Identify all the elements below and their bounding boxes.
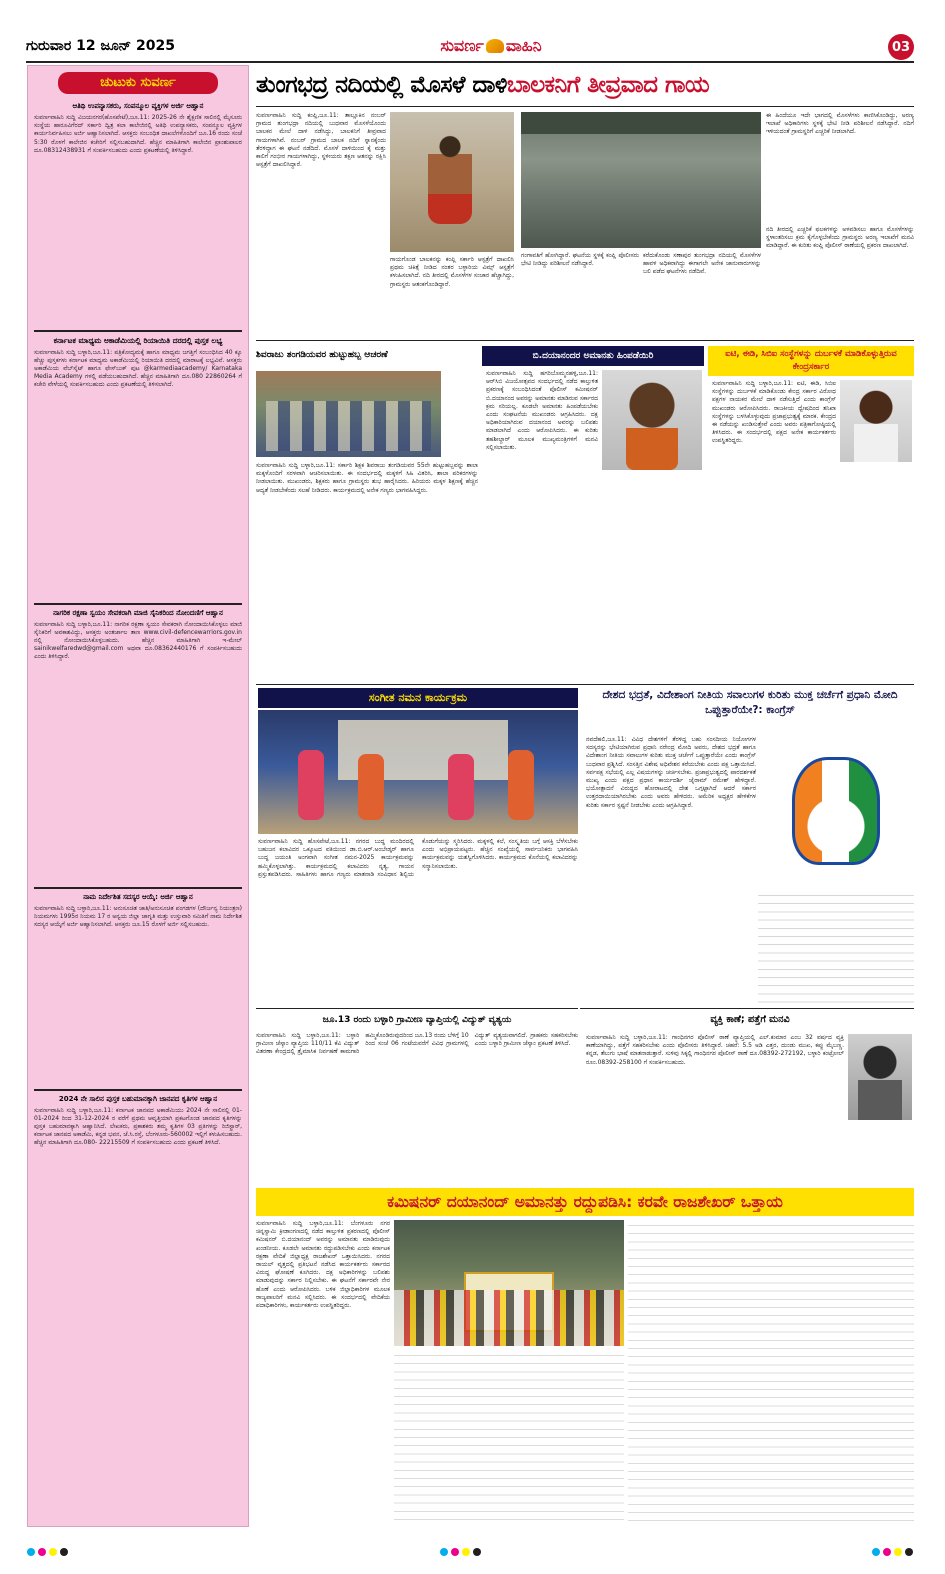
dayanand-portrait — [602, 370, 702, 470]
masthead-rule — [26, 61, 914, 63]
sangeetha-body: ಸುವರ್ಣವಾಹಿನಿ ಸುದ್ದಿ ಹೊಸಪೇಟೆ,ಜೂ.11: ನಗರದ ಬುದ್ಧ ಮಂದಿರದಲ್ಲಿ ಬಹುಜನ ಕಲಾವಿದರ ಒಕ್ಕೂಟದ ವತಿಯಿಂದ ಡಾ.ಬಿ.ಆರ್.ಅಂಬೇಡ್ಕರ್ ಹಾಗೂ ಬುದ್ಧ ಜಯಂತಿ ಅಂಗವಾಗಿ ಸಂಗೀತ ನಮನ-2025 ಕಾರ್ಯಕ್ರಮವನ್ನು ಹಮ್ಮಿಕೊಳ್ಳಲಾಗಿತ್ತು. ಕಾರ್ಯಕ್ರಮದಲ್ಲಿ ಕಲಾವಿದರು ನೃತ್ಯ, ಗಾಯನ ಪ್ರಸ್ತುತಪಡಿಸಿದರು. ಸಾಹಿತಿಗಳು ಹಾಗೂ ಗಣ್ಯರು ಮಾತನಾಡಿ ಸಂವಿಧಾನ ಶಿಲ್ಪಿಯ ಕೊಡುಗೆಯನ್ನು ಸ್ಮರಿಸಿದರು. ಮಕ್ಕಳಲ್ಲಿ ಕಲೆ, ಸಂಸ್ಕೃತಿಯ ಬಗ್ಗೆ ಆಸಕ್ತಿ ಬೆಳೆಸಬೇಕು ಎಂದು ಅಭಿಪ್ರಾಯಪಟ್ಟರು. ಹೆಚ್ಚಿನ ಸಂಖ್ಯೆಯಲ್ಲಿ ಸಾರ್ವಜನಿಕರು ಭಾಗವಹಿಸಿ ಕಾರ್ಯಕ್ರಮವನ್ನು ಯಶಸ್ವಿಗೊಳಿಸಿದರು. ಕಾರ್ಯಕ್ರಮದ ಕೊನೆಯಲ್ಲಿ ಕಲಾವಿದರನ್ನು ಸನ್ಮಾನಿಸಲಾಯಿತು. — [258, 838, 578, 878]
brief-body: ಸುವರ್ಣವಾಹಿನಿ ಸುದ್ದಿ ವಿಜಯನಗರ(ಹೊಸಪೇಟೆ),ಜೂ.11: 2025-26 ನೇ ಶೈಕ್ಷಣಿಕ ಸಾಲಿನಲ್ಲಿ ಮೈಸೂರು ಸಂಸ್ಥೆಯ ಹಾರೂವಿಗೆರದ್ ಸರ್ಕಾರಿ ದ್ವಿತ್ರ ಕಲಾ ಕಾಲೇಜಿನಲ್ಲಿ ಅತಿಥಿ ಉಪನ್ಯಾಸಕರು, ಸಂಪನ್ಮೂಲ ವ್ಯಕ್ತಿಗಳ ಕಾರ್ಯನಿರ್ವಹಿಸಲು ಅರ್ಜಿ ಆಹ್ವಾನಿಸಲಾಗಿದೆ. ಆಸಕ್ತರು ಸಂಬಂಧಿತ ದಾಖಲೆಗಳೊಂದಿಗೆ ಜೂ.16 ರಂದು ಸಂಜೆ 5:30 ರೊಳಗೆ ಕಾಲೇಜಿನ ಕಚೇರಿಗೆ ಸಲ್ಲಿಸಬಹುದಾಗಿದೆ. ಹೆಚ್ಚಿನ ಮಾಹಿತಿಗಾಗಿ ಕಾಲೇಜಿನ ಪ್ರಾಂಶುಪಾಲರ ದೂ.08312438931 ಗೆ ಸಂಪರ್ಕಿಸಬಹುದು ಎಂದು ಪ್ರಕಟಣೆಯಲ್ಲಿ ತಿಳಿಸಿದ್ದಾರೆ. — [34, 114, 242, 154]
brief-body: ಸುವರ್ಣವಾಹಿನಿ ಸುದ್ದಿ ಬಳ್ಳಾರಿ,ಜೂ.11: ನಾಗರಿಕ ರಕ್ಷಣಾ ಸ್ವಯಂ ಸೇವಕರಾಗಿ ನೋಂದಾಯಿಸಿಕೊಳ್ಳಲು ಮಾಜಿ ಸೈನಿಕರಿಗೆ ಅವಕಾಶವಿದ್ದು, ಆಸಕ್ತರು ಅಂತರ್ಜಾಲ ತಾಣ www.civil-defencewarriors.gov.in ನಲ್ಲಿ ನೋಂದಾಯಿಸಿಕೊಳ್ಳಬಹುದು. ಹೆಚ್ಚಿನ ಮಾಹಿತಿಗಾಗಿ ಇ-ಮೇಲ್ sainikwelfaredwd@gmail.com ಅಥವಾ ದೂ.08362440176 ಗೆ ಸಂಪರ್ಕಿಸಬಹುದು ಎಂದು ತಿಳಿಸಿದ್ದಾರೆ. — [34, 620, 242, 661]
magenta-dot — [883, 1548, 891, 1556]
it-ed-body: ಸುವರ್ಣವಾಹಿನಿ ಸುದ್ದಿ ಬಳ್ಳಾರಿ,ಜೂ.11: ಐಟಿ, ಈಡಿ, ಸಿಬಿಐ ಸಂಸ್ಥೆಗಳನ್ನು ದುರ್ಬಳಕೆ ಮಾಡಿಕೊಂಡು ಕೇಂದ್ರ ಸರ್ಕಾರ ವಿರೋಧ ಪಕ್ಷಗಳ ನಾಯಕರ ಮೇಲೆ ದಾಳಿ ನಡೆಸುತ್ತಿದೆ ಎಂದು ಕಾಂಗ್ರೆಸ್ ಮುಖಂಡರು ಆರೋಪಿಸಿದರು. ರಾಜಕೀಯ ದ್ವೇಷದಿಂದ ತನಿಖಾ ಸಂಸ್ಥೆಗಳನ್ನು ಬಳಸಿಕೊಳ್ಳುವುದು ಪ್ರಜಾಪ್ರಭುತ್ವಕ್ಕೆ ಮಾರಕ. ಕೇಂದ್ರದ ಈ ನಡೆಯನ್ನು ಖಂಡಿಸುತ್ತೇವೆ ಎಂದು ಅವರು ಪತ್ರಿಕಾಗೋಷ್ಠಿಯಲ್ಲಿ ತಿಳಿಸಿದರು. ಈ ಸಂದರ್ಭದಲ್ಲಿ ಪಕ್ಷದ ಅನೇಕ ಕಾರ್ಯಕರ್ತರು ಉಪಸ್ಥಿತರಿದ್ದರು. — [712, 380, 836, 445]
brief-heading: 2024 ನೇ ಸಾಲಿನ ಪುಸ್ತಕ ಬಹುಮಾನಕ್ಕಾಗಿ ಜಾನಪದ ಕೃತಿಗಳ ಆಹ್ವಾನ — [58, 1094, 218, 1103]
issue-date: ಗುರುವಾರ 12 ಜೂನ್ 2025 — [26, 38, 175, 54]
brief-1 — [28, 102, 248, 326]
hand-symbol-icon — [792, 757, 880, 865]
brief-heading: ಆತಿಥಿ ಉಪನ್ಯಾಸಕರು, ಸಂಪನ್ಮೂಲ ವ್ಯಕ್ತಿಗಳ ಅರ್ಜಿ ಆಹ್ವಾನ — [72, 102, 204, 110]
divider — [34, 1089, 242, 1091]
lead-col-3: ಈ ಹಿಂದೆಯೂ ಇದೇ ಭಾಗದಲ್ಲಿ ಮೊಸಳೆಗಳು ಕಾಣಿಸಿಕೊಂಡಿದ್ದು, ಅರಣ್ಯ ಇಲಾಖೆ ಅಧಿಕಾರಿಗಳು ಸ್ಥಳಕ್ಕೆ ಭೇಟಿ ನೀಡಿ ಪರಿಶೀಲನೆ ನಡೆಸಿದ್ದಾರೆ. ನದಿಗೆ ಇಳಿಯದಂತೆ ಗ್ರಾಮಸ್ಥರಿಗೆ ಎಚ್ಚರಿಕೆ ನೀಡಲಾಗಿದೆ. — [766, 112, 914, 136]
congress-logo — [758, 736, 914, 886]
shivaraj-body: ಸುವರ್ಣವಾಹಿನಿ ಸುದ್ದಿ ಬಳ್ಳಾರಿ,ಜೂ.11: ಸರ್ಕಾರಿ ಶಿಕ್ಷಕ ಶಿವರಾಜು ತಂಗಡಿಯವರ 55ನೇ ಹುಟ್ಟುಹಬ್ಬವನ್ನು ಶಾಲಾ ಮಕ್ಕಳೊಂದಿಗೆ ಸರಳವಾಗಿ ಆಚರಿಸಲಾಯಿತು. ಈ ಸಂದರ್ಭದಲ್ಲಿ ಮಕ್ಕಳಿಗೆ ಸಿಹಿ ವಿತರಿಸಿ, ಶಾಲಾ ಪರಿಕರಗಳನ್ನು ನೀಡಲಾಯಿತು. ಮುಖಂಡರು, ಶಿಕ್ಷಕರು ಹಾಗೂ ಗ್ರಾಮಸ್ಥರು ಶುಭ ಹಾರೈಸಿದರು. ಹಿರಿಯರು ಮಕ್ಕಳ ಶಿಕ್ಷಣಕ್ಕೆ ಹೆಚ್ಚಿನ ಆದ್ಯತೆ ನೀಡಬೇಕೆಂದು ಸಲಹೆ ನೀಡಿದರು. ಕಾರ್ಯಕ್ರಮದಲ್ಲಿ ಅನೇಕ ಗಣ್ಯರು ಭಾಗವಹಿಸಿದ್ದರು. — [256, 462, 478, 494]
sangeetha-banner — [258, 688, 578, 708]
karave-protest-photo — [394, 1220, 624, 1346]
congress-body: ನವದೆಹಲಿ,ಜೂ.11: ವಿವಿಧ ದೇಶಗಳಿಗೆ ತೆರಳಿದ್ದ ಬಹು ಸಂಸದೀಯ ನಿಯೋಗಗಳ ಸದಸ್ಯರನ್ನು ಭೇಟಿಯಾಗಿರುವ ಪ್ರಧಾನಿ ನರೇಂದ್ರ ಮೋದಿ ಅವರು, ದೇಶದ ಭದ್ರತೆ ಹಾಗೂ ವಿದೇಶಾಂಗ ನೀತಿಯ ಸವಾಲುಗಳ ಕುರಿತು ಮುಕ್ತ ಚರ್ಚೆಗೆ ಒಪ್ಪುತ್ತಾರೆಯೇ ಎಂದು ಕಾಂಗ್ರೆಸ್ ಬುಧವಾರ ಪ್ರಶ್ನಿಸಿದೆ. ಸಂಸತ್ತಿನ ವಿಶೇಷ ಅಧಿವೇಶನ ಕರೆಯಬೇಕು ಎಂದು ಪಕ್ಷ ಒತ್ತಾಯಿಸಿದೆ. ಸರ್ವಪಕ್ಷ ಸಭೆಯಲ್ಲಿ ಎಲ್ಲ ವಿಷಯಗಳನ್ನು ಚರ್ಚಿಸಬೇಕು. ಪ್ರಜಾಪ್ರಭುತ್ವದಲ್ಲಿ ಪಾರದರ್ಶಕತೆ ಮುಖ್ಯ ಎಂದು ಪಕ್ಷದ ಪ್ರಧಾನ ಕಾರ್ಯದರ್ಶಿ ಜೈರಾಮ್ ರಮೇಶ್ ಹೇಳಿದ್ದಾರೆ. ಭಯೋತ್ಪಾದನೆ ವಿರುದ್ಧದ ಹೋರಾಟದಲ್ಲಿ ದೇಶ ಒಗ್ಗಟ್ಟಾಗಿದೆ ಆದರೆ ಸರ್ಕಾರ ಉತ್ತರದಾಯಿಯಾಗಿರಬೇಕು ಎಂದು ಅವರು ಹೇಳಿದರು. ಅಮೆರಿಕ ಅಧ್ಯಕ್ಷರ ಹೇಳಿಕೆಗಳ ಕುರಿತು ಸರ್ಕಾರ ಸ್ಪಷ್ಟನೆ ನೀಡಬೇಕು ಎಂದು ಆಗ್ರಹಿಸಿದ್ದಾರೆ. — [586, 736, 756, 809]
logo-emblem-icon — [486, 39, 504, 53]
lead-headline-part1: ತುಂಗಭದ್ರ ನದಿಯಲ್ಲಿ ಮೊಸಳೆ ದಾಳಿ — [256, 72, 507, 98]
karave-body: ಸುವರ್ಣವಾಹಿನಿ ಸುದ್ದಿ ಬಳ್ಳಾರಿ,ಜೂ.11: ಬೆಂಗಳೂರು ನಗರ ಚಿನ್ನಸ್ವಾಮಿ ಕ್ರೀಡಾಂಗಣದಲ್ಲಿ ನಡೆದ ಕಾಲ್ತುಳಿತ ಪ್ರಕರಣದಲ್ಲಿ ಪೊಲೀಸ್ ಕಮಿಷನರ್ ಬಿ.ದಯಾನಂದ್ ಅವರನ್ನು ಅಮಾನತು ಮಾಡಿರುವುದು ಖಂಡನೀಯ. ಕೂಡಲೇ ಅಮಾನತು ರದ್ದುಪಡಿಸಬೇಕು ಎಂದು ಕರ್ನಾಟಕ ರಕ್ಷಣಾ ವೇದಿಕೆ ಜಿಲ್ಲಾಧ್ಯಕ್ಷ ರಾಜಶೇಖರ್ ಒತ್ತಾಯಿಸಿದರು. ನಗರದ ರಾಯಲ್ ವೃತ್ತದಲ್ಲಿ ಪ್ರತಿಭಟನೆ ನಡೆಸಿದ ಕಾರ್ಯಕರ್ತರು ಸರ್ಕಾರದ ವಿರುದ್ಧ ಘೋಷಣೆ ಕೂಗಿದರು. ದಕ್ಷ ಅಧಿಕಾರಿಗಳನ್ನು ಬಲಿಪಶು ಮಾಡುವುದನ್ನು ಸರ್ಕಾರ ನಿಲ್ಲಿಸಬೇಕು. ಈ ಘಟನೆಗೆ ಸರ್ಕಾರವೇ ನೇರ ಹೊಣೆ ಎಂದು ಆರೋಪಿಸಿದರು. ಬಳಿಕ ಜಿಲ್ಲಾಧಿಕಾರಿಗಳ ಮೂಲಕ ರಾಜ್ಯಪಾಲರಿಗೆ ಮನವಿ ಸಲ್ಲಿಸಿದರು. ಈ ಸಂದರ್ಭದಲ್ಲಿ ವೇದಿಕೆಯ ಪದಾಧಿಕಾರಿಗಳು, ಕಾರ್ಯಕರ್ತರು ಉಪಸ್ಥಿತರಿದ್ದರು. — [256, 1220, 390, 1310]
masthead — [26, 34, 914, 60]
river-bank — [521, 112, 761, 134]
divider — [34, 887, 242, 889]
lead-col-4: ನದಿ ತೀರದಲ್ಲಿ ಎಚ್ಚರಿಕೆ ಫಲಕಗಳನ್ನು ಅಳವಡಿಸಲು ಹಾಗೂ ಮೊಸಳೆಗಳನ್ನು ಸ್ಥಳಾಂತರಿಸಲು ಕ್ರಮ ಕೈಗೊಳ್ಳಬೇಕೆಂದು ಗ್ರಾಮಸ್ಥರು ಅರಣ್ಯ ಇಲಾಖೆಗೆ ಮನವಿ ಮಾಡಿದ್ದಾರೆ. ಈ ಕುರಿತು ಕಂಪ್ಲಿ ಪೊಲೀಸ್ ಠಾಣೆಯಲ್ಲಿ ಪ್ರಕರಣ ದಾಖಲಾಗಿದೆ. — [766, 226, 914, 250]
portrait-figure — [854, 388, 898, 462]
page-number: 03 — [888, 34, 914, 60]
black-dot — [473, 1548, 481, 1556]
brief-heading: ನಾಮ ನಿರ್ದೇಶಿತ ಸದಸ್ಯರ ಆಯ್ಕೆ: ಅರ್ಜಿ ಆಹ್ವಾನ — [83, 892, 193, 901]
dancer-figure — [448, 754, 474, 820]
karave-body-photo-caption — [394, 1350, 624, 1524]
dayanand-body: ಸುವರ್ಣವಾಹಿನಿ ಸುದ್ದಿ ಹಗರಿಬೊಮ್ಮನಹಳ್ಳಿ,ಜೂ.11: ಆರ್‌ಸಿಬಿ ವಿಜಯೋತ್ಸವದ ಸಂದರ್ಭದಲ್ಲಿ ನಡೆದ ಕಾಲ್ತುಳಿತ ಪ್ರಕರಣಕ್ಕೆ ಸಂಬಂಧಿಸಿದಂತೆ ಪೊಲೀಸ್ ಕಮೀಷನರ್ ಬಿ.ದಯಾನಂದ ಅವರನ್ನು ಅಮಾನತು ಮಾಡಿರುವ ಸರ್ಕಾರದ ಕ್ರಮ ಸರಿಯಲ್ಲ. ಕೂಡಲೇ ಅಮಾನತು ಹಿಂಪಡೆಯಬೇಕು ಎಂದು ಸಂಘಟನೆಯ ಮುಖಂಡರು ಆಗ್ರಹಿಸಿದರು. ದಕ್ಷ ಅಧಿಕಾರಿಯಾಗಿರುವ ದಯಾನಂದ ಅವರನ್ನು ಬಲಿಪಶು ಮಾಡಲಾಗಿದೆ ಎಂದು ಆರೋಪಿಸಿದರು. ಈ ಕುರಿತು ತಹಶೀಲ್ದಾರ್ ಮೂಲಕ ಮುಖ್ಯಮಂತ್ರಿಗಳಿಗೆ ಮನವಿ ಸಲ್ಲಿಸಲಾಯಿತು. — [486, 370, 598, 451]
missing-body: ಸುವರ್ಣವಾಹಿನಿ ಸುದ್ದಿ ಬಳ್ಳಾರಿ,ಜೂ.11: ಗಾಂಧಿನಗರ ಪೊಲೀಸ್ ಠಾಣೆ ವ್ಯಾಪ್ತಿಯಲ್ಲಿ ಎಲ್.ಕುಮಾರ ಎಂಬ 32 ವರ್ಷದ ವ್ಯಕ್ತಿ ಕಾಣೆಯಾಗಿದ್ದು, ಪತ್ತೆಗೆ ಸಹಕರಿಸಬೇಕು ಎಂದು ಪೊಲೀಸರು ತಿಳಿಸಿದ್ದಾರೆ. ಚಹರೆ: 5.5 ಅಡಿ ಎತ್ತರ, ದುಂಡು ಮುಖ, ಕಪ್ಪು ಮೈಬಣ್ಣ. ಕನ್ನಡ, ತೆಲುಗು ಭಾಷೆ ಮಾತನಾಡುತ್ತಾರೆ. ಸುಳಿವು ಸಿಕ್ಕಲ್ಲಿ ಗಾಂಧಿನಗರ ಪೊಲೀಸ್ ಠಾಣೆ ದೂ.08392-272192, ಬಳ್ಳಾರಿ ಕಂಟ್ರೋಲ್ ರೂಂ.08392-258100 ಗೆ ಸಂಪರ್ಕಿಸಬಹುದು. — [586, 1034, 844, 1066]
brief-5 — [28, 1095, 248, 1447]
divider — [34, 330, 242, 332]
lead-headline — [256, 66, 914, 104]
lead-col-2: ಗಾಯಗೊಂಡ ಬಾಲಕನನ್ನು ಕಂಪ್ಲಿ ಸರ್ಕಾರಿ ಆಸ್ಪತ್ರೆಗೆ ದಾಖಲಿಸಿ ಪ್ರಥಮ ಚಿಕಿತ್ಸೆ ನೀಡಿದ ನಂತರ ಬಳ್ಳಾರಿಯ ವಿಮ್ಸ್ ಆಸ್ಪತ್ರೆಗೆ ಕಳುಹಿಸಲಾಗಿದೆ. ನದಿ ತೀರದಲ್ಲಿ ಮೊಸಳೆಗಳ ಸಂಚಾರ ಹೆಚ್ಚಾಗಿದ್ದು, ಗ್ರಾಮಸ್ಥರು ಆತಂಕಗೊಂಡಿದ್ದಾರೆ. — [390, 256, 514, 288]
brief-body: ಸುವರ್ಣವಾಹಿನಿ ಸುದ್ದಿ ಬಳ್ಳಾರಿ,ಜೂ.11: ಪತ್ರಿಕೋದ್ಯಮಕ್ಕೆ ಹಾಗೂ ಮಾಧ್ಯಮ ಜಗತ್ತಿಗೆ ಸಂಬಂಧಿಸಿದ 40 ಕ್ಕೂ ಹೆಚ್ಚು ಪುಸ್ತಕಗಳು ಕರ್ನಾಟಕ ಮಾಧ್ಯಮ ಅಕಾಡೆಮಿಯಲ್ಲಿ ರಿಯಾಯಿತಿ ದರದಲ್ಲಿ ಮಾರಾಟಕ್ಕೆ ಲಭ್ಯವಿವೆ. ಆಸಕ್ತರು ಅಕಾಡೆಮಿಯ ವೆಬ್‌ಸೈಟ್ ಹಾಗೂ ಫೇಸ್‌ಬುಕ್ ಪುಟ @karmediaacademy/ Karnataka Media Academy ಗಳಲ್ಲಿ ಪಡೆಯಬಹುದಾಗಿದೆ. ಹೆಚ್ಚಿನ ಮಾಹಿತಿಗಾಗಿ ದೂ.080 22860264 ಗೆ ಕಚೇರಿ ವೇಳೆಯಲ್ಲಿ ಸಂಪರ್ಕಿಸಬಹುದು ಎಂದು ಪ್ರಕಟಣೆಯಲ್ಲಿ ತಿಳಿಸಲಾಗಿದೆ. — [34, 348, 242, 389]
black-dot — [905, 1548, 913, 1556]
brief-body: ಸುವರ್ಣವಾಹಿನಿ ಸುದ್ದಿ ಬಳ್ಳಾರಿ,ಜೂ.11: ಕರ್ನಾಟಕ ಜಾನಪದ ಅಕಾಡೆಮಿಯು 2024 ನೇ ಸಾಲಿನಲ್ಲಿ 01-01-2024 ರಿಂದ 31-12-2024 ರ ವರೆಗೆ ಪ್ರಥಮ ಆವೃತ್ತಿಯಾಗಿ ಪ್ರಕಟಗೊಂಡ ಜಾನಪದ ಕೃತಿಗಳನ್ನು ಪುಸ್ತಕ ಬಹುಮಾನಕ್ಕಾಗಿ ಆಹ್ವಾನಿಸಿದೆ. ಲೇಖಕರು, ಪ್ರಕಾಶಕರು ತಮ್ಮ ಕೃತಿಗಳ 03 ಪ್ರತಿಗಳನ್ನು ರಿಜಿಸ್ಟ್ರಾರ್, ಕರ್ನಾಟಕ ಜಾನಪದ ಅಕಾಡೆಮಿ, ಕನ್ನಡ ಭವನ, ಜೆ.ಸಿ.ರಸ್ತೆ, ಬೆಂಗಳೂರು-560002 ಇಲ್ಲಿಗೆ ಕಳುಹಿಸಬಹುದು. ಹೆಚ್ಚಿನ ಮಾಹಿತಿಗಾಗಿ ದೂ.080- 22215509 ಗೆ ಸಂಪರ್ಕಿಸಬಹುದು ಎಂದು ಪ್ರಕಟಣೆ ತಿಳಿಸಿದೆ. — [34, 1106, 242, 1147]
registration-marks-center — [440, 1548, 481, 1556]
people-group — [266, 401, 431, 451]
brief-heading: ನಾಗರಿಕ ರಕ್ಷಣಾ ಸ್ವಯಂ ಸೇವಕರಾಗಿ ಮಾಜಿ ಸೈನಿಕರಿಂದ ನೋಂದಣಿಗೆ ಆಹ್ವಾನ — [53, 608, 223, 617]
portrait-figure — [626, 380, 678, 470]
lead-col-1: ಸುವರ್ಣವಾಹಿನಿ ಸುದ್ದಿ ಕಂಪ್ಲಿ,ಜೂ.11: ತಾಲ್ಲೂಕಿನ ನಂಬರ್ ಗ್ರಾಮದ ತುಂಗಭದ್ರಾ ನದಿಯಲ್ಲಿ ಬುಧವಾರ ಮೊಸಳೆಯೊಂದು ಬಾಲಕನ ಮೇಲೆ ದಾಳಿ ನಡೆಸಿದ್ದು, ಬಾಲಕನಿಗೆ ತೀವ್ರವಾದ ಗಾಯಗಳಾಗಿವೆ. ನಂಬರ್ ಗ್ರಾಮದ ಬಾಲಕ ನದಿಗೆ ಸ್ನಾನಕ್ಕೆಂದು ತೆರಳಿದ್ದಾಗ ಈ ಘಟನೆ ನಡೆದಿದೆ. ಮೊಸಳೆ ದಾಳಿಯಿಂದ ಕೈ ಮತ್ತು ಕಾಲಿಗೆ ಗಂಭೀರ ಗಾಯಗಳಾಗಿದ್ದು, ಸ್ಥಳೀಯರು ತಕ್ಷಣ ಆತನನ್ನು ರಕ್ಷಿಸಿ ಆಸ್ಪತ್ರೆಗೆ ದಾಖಲಿಸಿದ್ದಾರೆ. — [256, 112, 386, 169]
it-ed-portrait — [840, 380, 912, 462]
cyan-dot — [440, 1548, 448, 1556]
portrait-figure — [858, 1042, 902, 1120]
cyan-dot — [27, 1548, 35, 1556]
karave-body-right — [628, 1220, 914, 1524]
yellow-dot — [894, 1548, 902, 1556]
missing-portrait — [848, 1034, 912, 1120]
shivaraj-photo — [256, 371, 441, 457]
dayanand-headline: ಬಿ.ದಯಾನಂದರ ಅಮಾನತು ಹಿಂಪಡೆಯಿರಿ — [482, 346, 704, 366]
karave-headline-bar — [256, 1188, 914, 1216]
registration-marks-left — [27, 1548, 68, 1556]
divider — [34, 603, 242, 605]
dancer-figure — [508, 750, 534, 820]
karave-headline: ಕಮಿಷನರ್ ದಯಾನಂದ್ ಅಮಾನತ್ತು ರದ್ದುಪಡಿಸಿ: ಕರವೇ ರಾಜಶೇಖರ್ ಒತ್ತಾಯ — [387, 1193, 783, 1211]
sangeetha-photo — [258, 710, 578, 834]
sidebar-title: ಚುಟುಕು ಸುವರ್ಣ — [58, 72, 218, 94]
congress-body-cont — [758, 890, 914, 1004]
shivaraj-headline: ಶಿವರಾಜು ತಂಗಡಿಯವರ ಹುಟ್ಟುಹಬ್ಬ ಆಚರಣೆ — [256, 350, 388, 360]
power-body: ಸುವರ್ಣವಾಹಿನಿ ಸುದ್ದಿ ಬಳ್ಳಾರಿ,ಜೂ.11: ಬಳ್ಳಾರಿ ಗ್ರಾಮೀಣ ಜೆಸ್ಕಾಂ ವ್ಯಾಪ್ತಿಯ 110/11 ಕೆವಿ ವಿದ್ಯುತ್ ವಿತರಣಾ ಕೇಂದ್ರದಲ್ಲಿ ತ್ರೈಮಾಸಿಕ ನಿರ್ವಹಣೆ ಕಾಮಗಾರಿ ಹಮ್ಮಿಕೊಂಡಿರುವುದರಿಂದ ಜೂ.13 ರಂದು ಬೆಳಿಗ್ಗೆ 10 ರಿಂದ ಸಂಜೆ 06 ಗಂಟೆಯವರೆಗೆ ವಿವಿಧ ಗ್ರಾಮಗಳಲ್ಲಿ ವಿದ್ಯುತ್ ವ್ಯತ್ಯಯವಾಗಲಿದೆ. ಗ್ರಾಹಕರು ಸಹಕರಿಸಬೇಕು ಎಂದು ಬಳ್ಳಾರಿ ಗ್ರಾಮೀಣ ಜೆಸ್ಕಾಂ ಪ್ರಕಟಣೆ ತಿಳಿಸಿದೆ. — [256, 1032, 578, 1056]
it-ed-headline: ಐಟಿ, ಈಡಿ, ಸಿಬಿಐ ಸಂಸ್ಥೆಗಳನ್ನು ದುರ್ಬಳಕೆ ಮಾಡಿಕೊಳ್ಳುತ್ತಿರುವ ಕೇಂದ್ರಸರ್ಕಾರ — [708, 346, 914, 376]
brief-body: ಸುವರ್ಣವಾಹಿನಿ ಸುದ್ದಿ ಬಳ್ಳಾರಿ,ಜೂ.11: ಅನುಸೂಚಿತ ಜಾತಿ/ಅನುಸೂಚಿತ ಪಂಗಡಗಳ (ದೌರ್ಜನ್ಯ ನಿಯಂತ್ರಣ) ನಿಯಮಗಳು 1995ರ ನಿಯಮ 17 ರ ಅನ್ವಯ ಜಿಲ್ಲಾ ಜಾಗೃತಿ ಮತ್ತು ಉಸ್ತುವಾರಿ ಸಮಿತಿಗೆ ನಾಮ ನಿರ್ದೇಶಿತ ಸದಸ್ಯರ ಆಯ್ಕೆಗೆ ಅರ್ಜಿ ಆಹ್ವಾನಿಸಲಾಗಿದೆ. ಆಸಕ್ತರು ಜೂ.15 ರೊಳಗೆ ಅರ್ಜಿ ಸಲ್ಲಿಸಬಹುದು. — [34, 904, 242, 928]
power-headline: ಜೂ.13 ರಂದು ಬಳ್ಳಾರಿ ಗ್ರಾಮೀಣ ವ್ಯಾಪ್ತಿಯಲ್ಲಿ ವಿದ್ಯುತ್ ವ್ಯತ್ಯಯ — [322, 1015, 512, 1025]
lead-photo-boy — [390, 112, 514, 252]
congress-rule — [580, 1008, 914, 1009]
paper-logo — [396, 34, 586, 58]
magenta-dot — [451, 1548, 459, 1556]
power-rule — [256, 1008, 578, 1009]
cyan-dot — [872, 1548, 880, 1556]
congress-headline: ದೇಶದ ಭದ್ರತೆ, ವಿದೇಶಾಂಗ ನೀತಿಯ ಸವಾಲುಗಳ ಕುರಿತು ಮುಕ್ತ ಚರ್ಚೆಗೆ ಪ್ರಧಾನಿ ಮೋದಿ ಒಪ್ಪುತ್ತಾರೆಯೇ?: ಕಾಂಗ್ರೆಸ್ — [602, 689, 898, 716]
mid-rule — [256, 684, 914, 685]
brief-2 — [28, 336, 248, 599]
missing-headline: ವ್ಯಕ್ತಿ ಕಾಣೆ; ಪತ್ತೆಗೆ ಮನವಿ — [710, 1014, 790, 1025]
protesters-group — [394, 1290, 624, 1346]
magenta-dot — [38, 1548, 46, 1556]
brief-4 — [28, 893, 248, 1085]
sangeetha-title: ಸಂಗೀತ ನಮನ ಕಾರ್ಯಕ್ರಮ — [368, 691, 468, 704]
dancer-figure — [298, 750, 324, 820]
brief-3 — [28, 609, 248, 883]
paper-name-left: ಸುವರ್ಣ — [440, 36, 484, 55]
yellow-dot — [49, 1548, 57, 1556]
black-dot — [60, 1548, 68, 1556]
injured-boy-figure — [428, 134, 472, 224]
lead-bottom-rule — [256, 340, 914, 341]
dayanand-box — [482, 346, 704, 682]
it-ed-box — [708, 346, 914, 682]
lead-headline-part2: ಬಾಲಕನಿಗೆ ತೀವ್ರವಾದ ಗಾಯ — [506, 72, 710, 98]
lead-photo-river — [521, 112, 761, 248]
paper-name-right: ವಾಹಿನಿ — [505, 36, 542, 55]
lead-caption-right: ಕರೆದುಕೊಂಡು ಸಣಾಪುರ ತುಂಗಭದ್ರಾ ನದಿಯಲ್ಲಿ ಮೊಸಳೆಗಳ ಹಾವಳಿ ಅಧಿಕವಾಗಿದ್ದು ಈಗಾಗಲೇ ಅನೇಕ ಜಾನುವಾರುಗಳನ್ನು ಬಲಿ ಪಡೆದ ಘಟನೆಗಳು ನಡೆದಿವೆ. — [643, 252, 761, 276]
registration-marks-right — [872, 1548, 913, 1556]
brief-heading: ಕರ್ನಾಟಕ ಮಾಧ್ಯಮ ಅಕಾಡೆಮಿಯಲ್ಲಿ ರಿಯಾಯಿತಿ ದರದಲ್ಲಿ ಪುಸ್ತಕ ಲಭ್ಯ — [53, 336, 223, 345]
sidebar-briefs — [27, 65, 249, 1527]
yellow-dot — [462, 1548, 470, 1556]
dancer-figure — [358, 754, 384, 820]
lead-caption-left: ಗಂಗಾವತಿಗೆ ಹೋಗಿದ್ದಾರೆ. ಘಟನೆಯ ಸ್ಥಳಕ್ಕೆ ಕಂಪ್ಲಿ ಪೊಲೀಸರು ಭೇಟಿ ನೀಡಿದ್ದು ಪರಿಶೀಲನೆ ನಡೆಸಿದ್ದಾರೆ. — [521, 252, 639, 268]
lead-rule — [256, 106, 914, 107]
